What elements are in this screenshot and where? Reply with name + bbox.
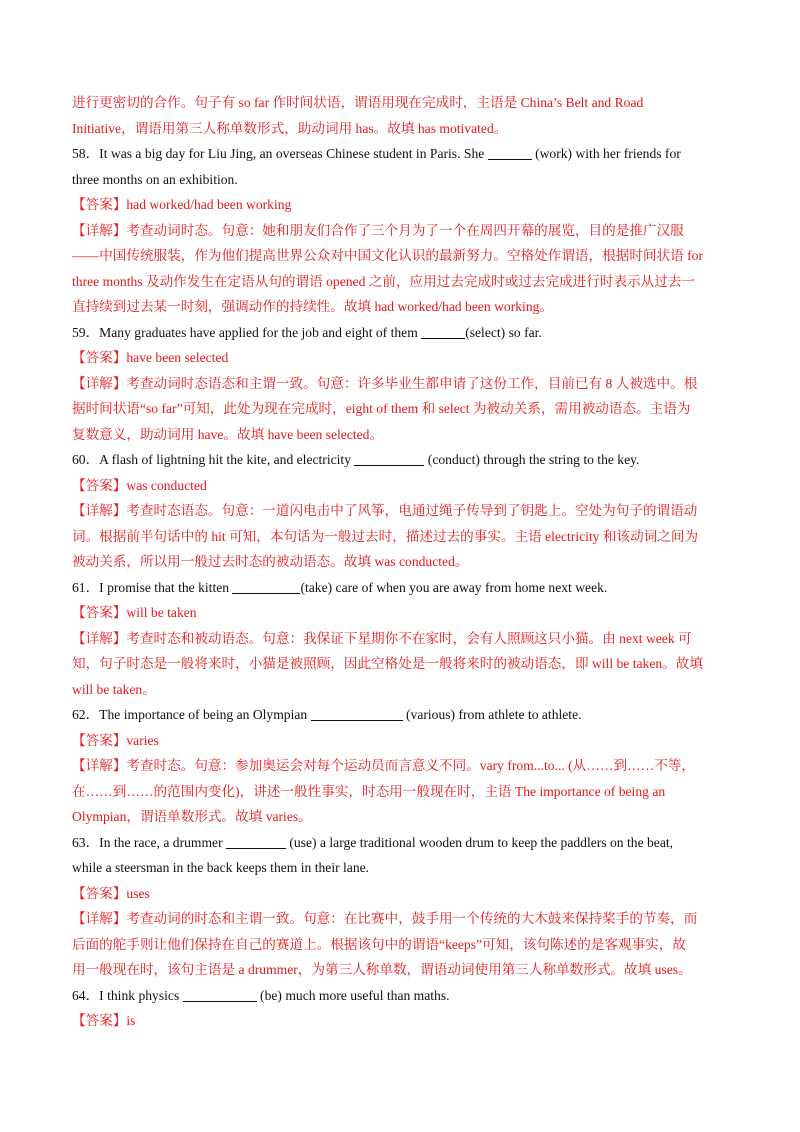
detail-58-line: ——中国传统服装，作为他们提高世界公众对中国文化认识的最新努力。空格处作谓语，根据时间状语 for <box>72 248 703 263</box>
detail-61-line: will be taken。 <box>72 681 156 697</box>
detail-59-line: 复数意义，助动词用 have。故填 have been selected。 <box>72 426 384 442</box>
answer-blank-63[interactable] <box>226 834 286 849</box>
question-58: 58．It was a big day for Liu Jing, an overseas Chinese student in Paris. She (work) with her friends for <box>72 146 681 161</box>
detail-59-line: 【详解】考查动词时态语态和主谓一致。句意：许多毕业生都申请了这份工作，目前已有 8 人被选中。根 <box>72 375 698 391</box>
detail-60-line: 被动关系，所以用一般过去时态的被动语态。故填 was conducted。 <box>72 554 469 569</box>
answer-60: 【答案】was conducted <box>72 477 207 493</box>
detail-61-line: 【详解】考查时态和被动语态。句意：我保证下星期你不在家时，会有人照顾这只小猫。由 next week 可 <box>72 630 692 646</box>
answer-blank-59[interactable] <box>421 324 465 339</box>
detail-60-line: 【详解】考查时态语态。句意：一道闪电击中了风筝，电通过绳子传导到了钥匙上。空处为句子的谓语动 <box>72 503 698 518</box>
detail-60-line: 词。根据前半句话中的 hit 可知，本句话为一般过去时，描述过去的事实。主语 electricity 和该动词之间为 <box>72 528 699 544</box>
detail-63-line: 用一般现在时，该句主语是 a drummer，为第三人称单数，谓语动词使用第三人称单数形式。故填 uses。 <box>72 962 692 977</box>
question-58-cont: three months on an exhibition. <box>72 171 238 187</box>
question-63-cont: while a steersman in the back keeps them in their lane. <box>72 860 370 875</box>
question-64: 64．I think physics (be) much more useful than maths. <box>72 987 450 1003</box>
answer-63: 【答案】uses <box>72 885 150 901</box>
intro-detail-line-1: 进行更密切的合作。句子有 so far 作时间状语，谓语用现在完成时，主语是 China’s Belt and Road <box>72 95 644 110</box>
answer-61: 【答案】will be taken <box>72 605 197 620</box>
answer-58: 【答案】had worked/had been working <box>72 197 292 212</box>
answer-blank-64[interactable] <box>183 987 257 1002</box>
answer-64: 【答案】is <box>72 1013 136 1028</box>
question-62: 62．The importance of being an Olympian (various) from athlete to athlete. <box>72 707 582 722</box>
answer-blank-62[interactable] <box>311 706 403 721</box>
detail-58-line: 【详解】考查动词时态。句意：她和朋友们合作了三个月为了一个在周四开幕的展览，目的是推广汉服 <box>72 222 684 238</box>
detail-61-line: 知，句子时态是一般将来时，小猫是被照顾，因此空格处是一般将来时的被动语态，即 will be taken。故填 <box>72 656 703 671</box>
answer-59: 【答案】have been selected <box>72 350 229 365</box>
detail-62-line: 【详解】考查时态。句意：参加奥运会对每个运动员而言意义不同。vary from...to... (从……到……不等， <box>72 758 696 773</box>
answer-62: 【答案】varies <box>72 732 159 748</box>
question-60: 60．A flash of lightning hit the kite, and electricity (conduct) through the string to the key. <box>72 452 640 467</box>
detail-63-line: 【详解】考查动词的时态和主谓一致。句意：在比赛中，鼓手用一个传统的大木鼓来保持桨手的节奏，而 <box>72 911 698 926</box>
detail-63-line: 后面的舵手则让他们保持在自己的赛道上。根据该句中的谓语“keeps”可知，该句陈述的是客观事实，故 <box>72 936 686 952</box>
detail-62-line: Olympian，谓语单数形式。故填 varies。 <box>72 809 312 824</box>
detail-58-line: 直持续到过去某一时刻，强调动作的持续性。故填 had worked/had been working。 <box>72 299 554 314</box>
answer-blank-58[interactable] <box>488 145 532 160</box>
question-61: 61．I promise that the kitten (take) care of when you are away from home next week. <box>72 579 608 595</box>
answer-blank-61[interactable] <box>232 579 300 594</box>
detail-59-line: 据时间状语“so far”可知，此处为现在完成时，eight of them 和 select 为被动关系，需用被动语态。主语为 <box>72 401 691 416</box>
detail-62-line: 在……到……的范围内变化)，讲述一般性事实，时态用一般现在时，主语 The importance of being an <box>72 783 666 799</box>
question-63: 63．In the race, a drummer (use) a large traditional wooden drum to keep the paddlers on the beat, <box>72 834 674 850</box>
answer-blank-60[interactable] <box>354 451 424 466</box>
intro-detail-line-2: Initiative，谓语用第三人称单数形式，助动词用 has。故填 has motivated。 <box>72 120 508 136</box>
question-59: 59．Many graduates have applied for the job and eight of them (select) so far. <box>72 324 542 340</box>
detail-58-line: three months 及动作发生在定语从句的谓语 opened 之前，应用过去完成时或过去完成进行时表示从过去一 <box>72 273 696 289</box>
